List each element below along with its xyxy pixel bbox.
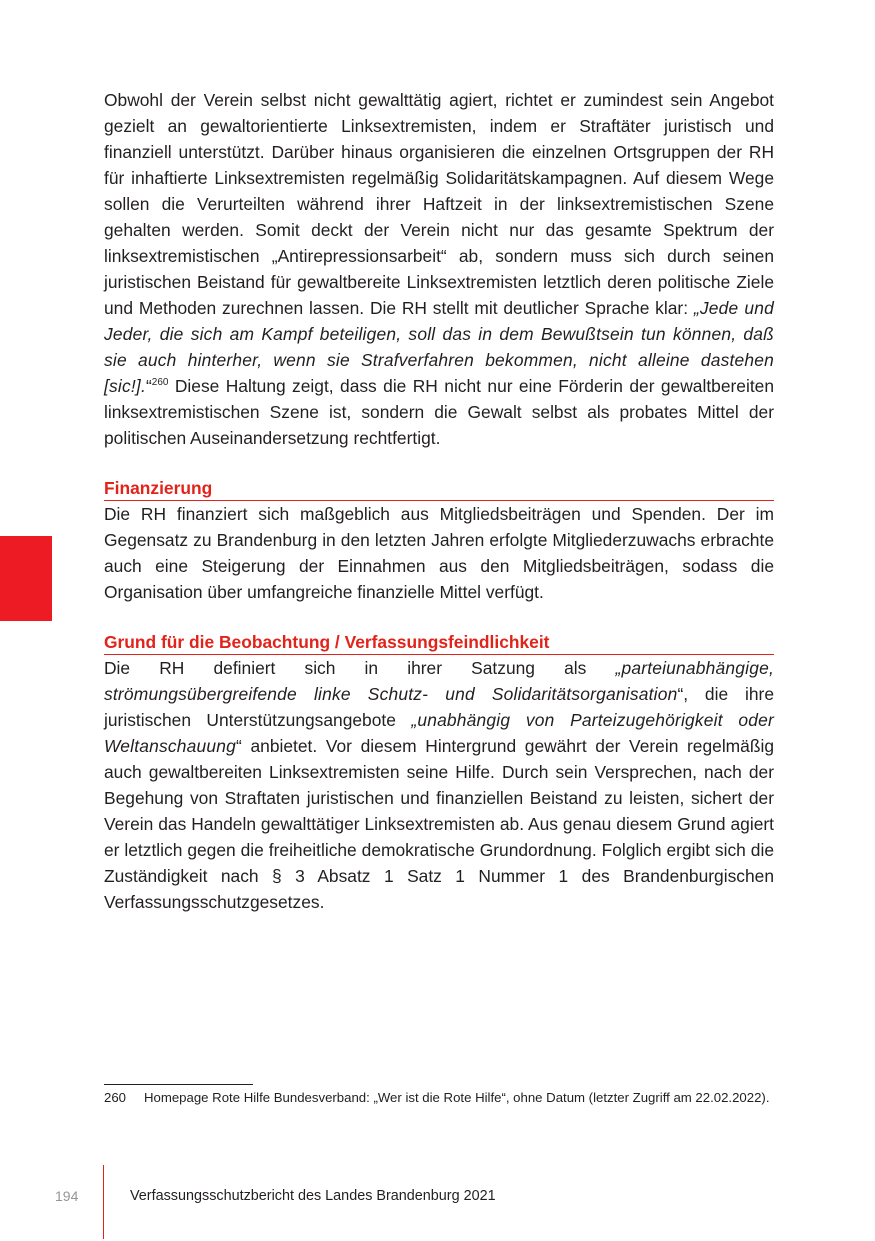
footnote-text: Homepage Rote Hilfe Bundesverband: „Wer ist die Rote Hilfe“, ohne Datum (letzter Zugriff am 22.02.2022). — [144, 1090, 770, 1105]
footnote-reference[interactable]: 260 — [151, 377, 169, 388]
closing-quote-mark: “ — [145, 376, 152, 396]
footnote-divider — [104, 1084, 253, 1085]
footnote — [104, 1090, 774, 1106]
section-heading-finanzierung: Finanzierung — [104, 477, 774, 501]
satzung-quote: „parteiunabhängige, strömungsübergreifende linke Schutz- und Solidaritätsorganisation — [104, 658, 774, 704]
paragraph-text: Diese Haltung zeigt, dass die RH nicht nur eine Förderin der gewaltbereiten linksextremistischen Szene ist, sondern die Gewalt selbst als probates Mittel der politischen Auseinandersetzung rechtfertigt. — [104, 376, 774, 448]
rh-quote: „Jede und Jeder, die sich am Kampf beteiligen, soll das in dem Bewußtsein tun können, daß sie auch hinterher, wenn sie Strafverfahren bekommen, nicht alleine dastehen [sic!]. — [104, 298, 774, 396]
paragraph-finanzierung: Die RH finanziert sich maßgeblich aus Mitgliedsbeiträgen und Spenden. Der im Gegensatz zu Brandenburg in den letzten Jahren erfolgte Mitgliederzuwachs erbrachte auch eine Steigerung der Einnahmen aus den Mitgliedsbeiträgen, sodass die Organisation über umfangreiche finanzielle Mittel verfügt. — [104, 504, 774, 602]
page-number: 194 — [55, 1188, 79, 1204]
paragraph-text: “, die ihre juristischen Unterstützungsangebote — [104, 684, 774, 730]
section-heading-grund: Grund für die Beobachtung / Verfassungsfeindlichkeit — [104, 631, 774, 655]
paragraph-text: “ anbietet. Vor diesem Hintergrund gewährt der Verein regelmäßig auch gewaltbereiten Linksextremisten seine Hilfe. Durch sein Versprechen, nach der Begehung von Straftaten juristischen und finanziellen Beistand zu leisten, sichert der Verein das Handeln gewalttätiger Linksextremisten ab. Aus genau diesem Grund agiert er letztlich gegen die freiheitliche demokratische Grundordnung. Folglich ergibt sich die Zuständigkeit nach § 3 Absatz 1 Satz 1 Nummer 1 des Brandenburgischen Verfassungsschutzgesetzes. — [104, 736, 774, 912]
paragraph-text: Die RH definiert sich in ihrer Satzung als — [104, 658, 616, 678]
weltanschauung-quote: „unabhängig von Parteizugehörigkeit oder Weltanschauung — [104, 710, 774, 756]
paragraph-verein-angebot — [104, 87, 774, 451]
paragraph-text: Obwohl der Verein selbst nicht gewalttätig agiert, richtet er zumindest sein Angebot gezielt an gewaltorientierte Linksextremisten, indem er Straftäter juristisch und finanziell unterstützt. Darüber hinaus organisieren die einzelnen Ortsgruppen der RH für inhaftierte Linksextremisten regelmäßig Solidaritätskampagnen. Auf diesem Wege sollen die Verurteilten während ihrer Haftzeit in der linksextremistischen Szene gehalten werden. Somit deckt der Verein nicht nur das gesamte Spektrum der linksextremistischen „Antirepressionsarbeit“ ab, sondern muss sich durch seinen juristischen Beistand für gewaltbereite Linksextremisten letztlich deren politische Ziele und Methoden zurechnen lassen. Die RH stellt mit deutlicher Sprache klar: — [104, 90, 774, 318]
paragraph-grund — [104, 655, 774, 915]
chapter-marker-tab — [0, 536, 52, 621]
footer-title: Verfassungsschutzbericht des Landes Brandenburg 2021 — [130, 1188, 496, 1204]
footnote-number: 260 — [104, 1090, 127, 1105]
main-content — [104, 87, 774, 915]
footer-divider — [103, 1165, 104, 1239]
